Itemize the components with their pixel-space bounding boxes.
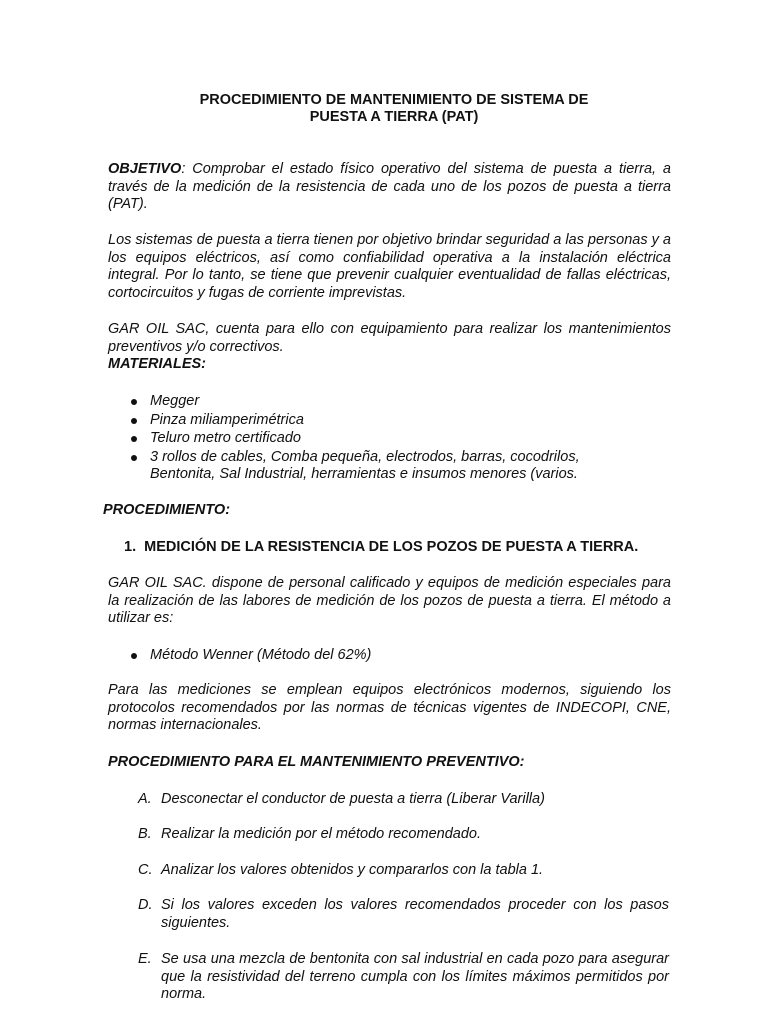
medicion-paragraph: GAR OIL SAC. dispone de personal calificado y equipos de medición especiales para la realización de las labores de medición de los pozos de puesta a tierra. El método a utilizar es: — [108, 575, 671, 626]
document-title — [0, 92, 768, 126]
step-letter: B. — [138, 826, 152, 842]
list-item: 3 rollos de cables, Comba pequeña, electrodos, barras, cocodrilos, Bentonita, Sal Industrial, herramientas e insumos menores (varios. — [150, 449, 610, 484]
step-text: Se usa una mezcla de bentonita con sal industrial en cada pozo para asegurar que la resistividad del terreno cumpla con los límites máximos permitidos por norma. — [161, 951, 669, 1002]
section-1-heading — [124, 539, 684, 557]
step-text: Desconectar el conductor de puesta a tierra (Liberar Varilla) — [161, 791, 545, 807]
bullet-icon — [131, 653, 137, 659]
list-item: Método Wenner (Método del 62%) — [150, 647, 610, 665]
equipment-paragraph: Para las mediciones se emplean equipos electrónicos modernos, siguiendo los protocolos recomendados por las normas de técnicas vigentes de INDECOPI, CNE, normas internacionales. — [108, 682, 671, 733]
step-text: Analizar los valores obtenidos y compararlos con la tabla 1. — [161, 862, 544, 878]
materiales-list — [150, 393, 610, 484]
step-letter: E. — [138, 951, 152, 967]
objetivo-label: OBJETIVO — [108, 161, 182, 177]
company-paragraph: GAR OIL SAC, cuenta para ello con equipamiento para realizar los mantenimientos preventivos y/o correctivos. — [108, 321, 671, 355]
title-line-2: PUESTA A TIERRA (PAT) — [309, 109, 479, 125]
title-line-1: PROCEDIMIENTO DE MANTENIMIENTO DE SISTEMA DE — [199, 92, 589, 108]
step-letter: A. — [138, 791, 152, 807]
bullet-icon — [131, 399, 137, 405]
intro-paragraph: Los sistemas de puesta a tierra tienen por objetivo brindar seguridad a las personas y a los equipos eléctricos, así como confiabilidad operativa a la instalación eléctrica integral. Por lo tanto, se tiene que prevenir cualquier eventualidad de fallas eléctricas, cortocircuitos y fugas de corriente imprevistas. — [108, 232, 671, 301]
section-1-title: MEDICIÓN DE LA RESISTENCIA DE LOS POZOS DE PUESTA A TIERRA. — [144, 539, 639, 555]
method-list — [150, 647, 610, 665]
list-item: Megger — [150, 393, 610, 411]
objetivo-text: : Comprobar el estado físico operativo del sistema de puesta a tierra, a través de la medición de la resistencia de cada uno de los pozos de puesta a tierra (PAT). — [108, 161, 671, 212]
bullet-icon — [131, 455, 137, 461]
step-letter: C. — [138, 862, 153, 878]
step-text: Realizar la medición por el método recomendado. — [161, 826, 481, 842]
list-item: Pinza miliamperimétrica — [150, 412, 610, 430]
objetivo-paragraph — [108, 161, 671, 214]
section-1-number: 1. — [124, 539, 137, 555]
bullet-icon — [131, 418, 137, 424]
step-text: Si los valores exceden los valores recomendados proceder con los pasos siguientes. — [161, 897, 669, 931]
preventivo-heading: PROCEDIMIENTO PARA EL MANTENIMIENTO PREVENTIVO: — [108, 754, 525, 770]
materiales-heading: MATERIALES: — [108, 356, 207, 372]
procedimiento-heading: PROCEDIMIENTO: — [103, 502, 231, 518]
list-item: Teluro metro certificado — [150, 430, 610, 448]
step-letter: D. — [138, 897, 153, 913]
bullet-icon — [131, 436, 137, 442]
